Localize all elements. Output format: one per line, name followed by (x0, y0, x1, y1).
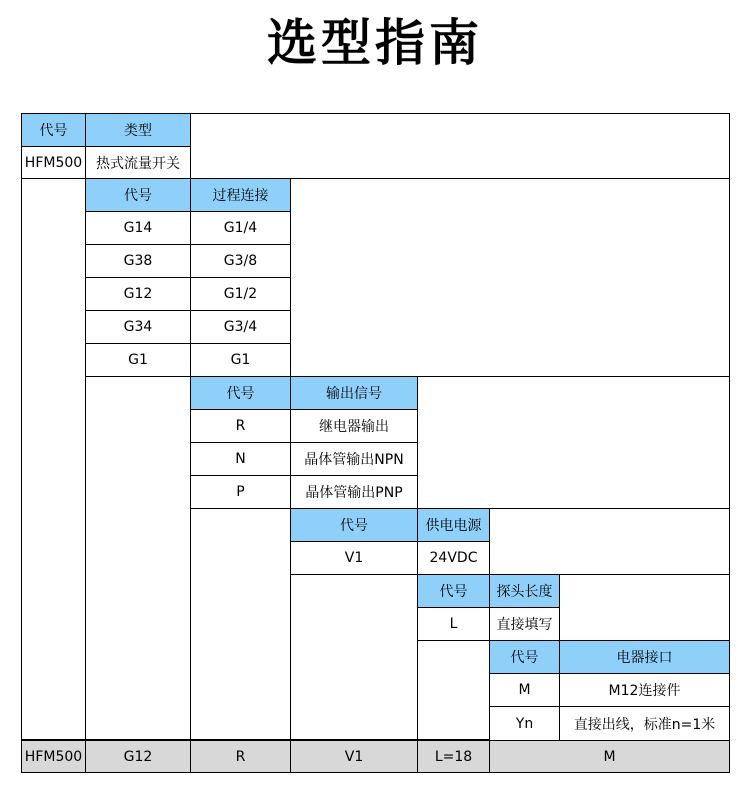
interface-value: M12连接件 (559, 673, 730, 707)
model-type: 热式流量开关 (85, 146, 191, 179)
connection-code: G1 (85, 343, 191, 377)
connection-code: G34 (85, 310, 191, 344)
section1-blank (190, 113, 730, 179)
output-code: N (190, 442, 291, 476)
connection-value: G3/4 (190, 310, 291, 344)
summary-interface: M (489, 740, 730, 773)
header-code: 代号 (417, 574, 490, 608)
section3-left-blank (85, 376, 191, 740)
connection-code: G12 (85, 277, 191, 311)
summary-model: HFM500 (21, 740, 86, 773)
connection-code: G38 (85, 244, 191, 278)
connection-value: G1 (190, 343, 291, 377)
section5-left-blank (290, 574, 418, 740)
header-code: 代号 (21, 113, 86, 147)
power-value: 24VDC (417, 541, 490, 575)
output-value: 晶体管输出PNP (290, 475, 418, 509)
output-code: P (190, 475, 291, 509)
header-code: 代号 (489, 640, 560, 674)
probe-code: L (417, 607, 490, 641)
header-process-connection: 过程连接 (190, 178, 291, 212)
header-electrical-interface: 电器接口 (559, 640, 730, 674)
summary-connection: G12 (85, 740, 191, 773)
section4-right-blank (489, 508, 730, 575)
model-code: HFM500 (21, 146, 86, 179)
header-output-signal: 输出信号 (290, 376, 418, 410)
header-type: 类型 (85, 113, 191, 147)
header-code: 代号 (85, 178, 191, 212)
summary-output: R (190, 740, 291, 773)
connection-value: G3/8 (190, 244, 291, 278)
section3-right-blank (417, 376, 730, 509)
summary-power: V1 (290, 740, 418, 773)
section4-left-blank (190, 508, 291, 740)
connection-code: G14 (85, 211, 191, 245)
header-code: 代号 (290, 508, 418, 542)
interface-value: 直接出线，标准n=1米 (559, 706, 730, 741)
header-power-supply: 供电电源 (417, 508, 490, 542)
power-code: V1 (290, 541, 418, 575)
interface-code: M (489, 673, 560, 707)
output-value: 继电器输出 (290, 409, 418, 443)
output-code: R (190, 409, 291, 443)
section2-right-blank (290, 178, 730, 377)
interface-code: Yn (489, 706, 560, 741)
connection-value: G1/4 (190, 211, 291, 245)
probe-value: 直接填写 (489, 607, 560, 641)
connection-value: G1/2 (190, 277, 291, 311)
summary-probe-length: L=18 (417, 740, 490, 773)
section5-right-blank (559, 574, 730, 641)
header-code: 代号 (190, 376, 291, 410)
header-probe-length: 探头长度 (489, 574, 560, 608)
page-title: 选型指南 (267, 14, 483, 72)
section6-left-blank (417, 640, 490, 740)
section2-left-blank (21, 178, 86, 740)
output-value: 晶体管输出NPN (290, 442, 418, 476)
